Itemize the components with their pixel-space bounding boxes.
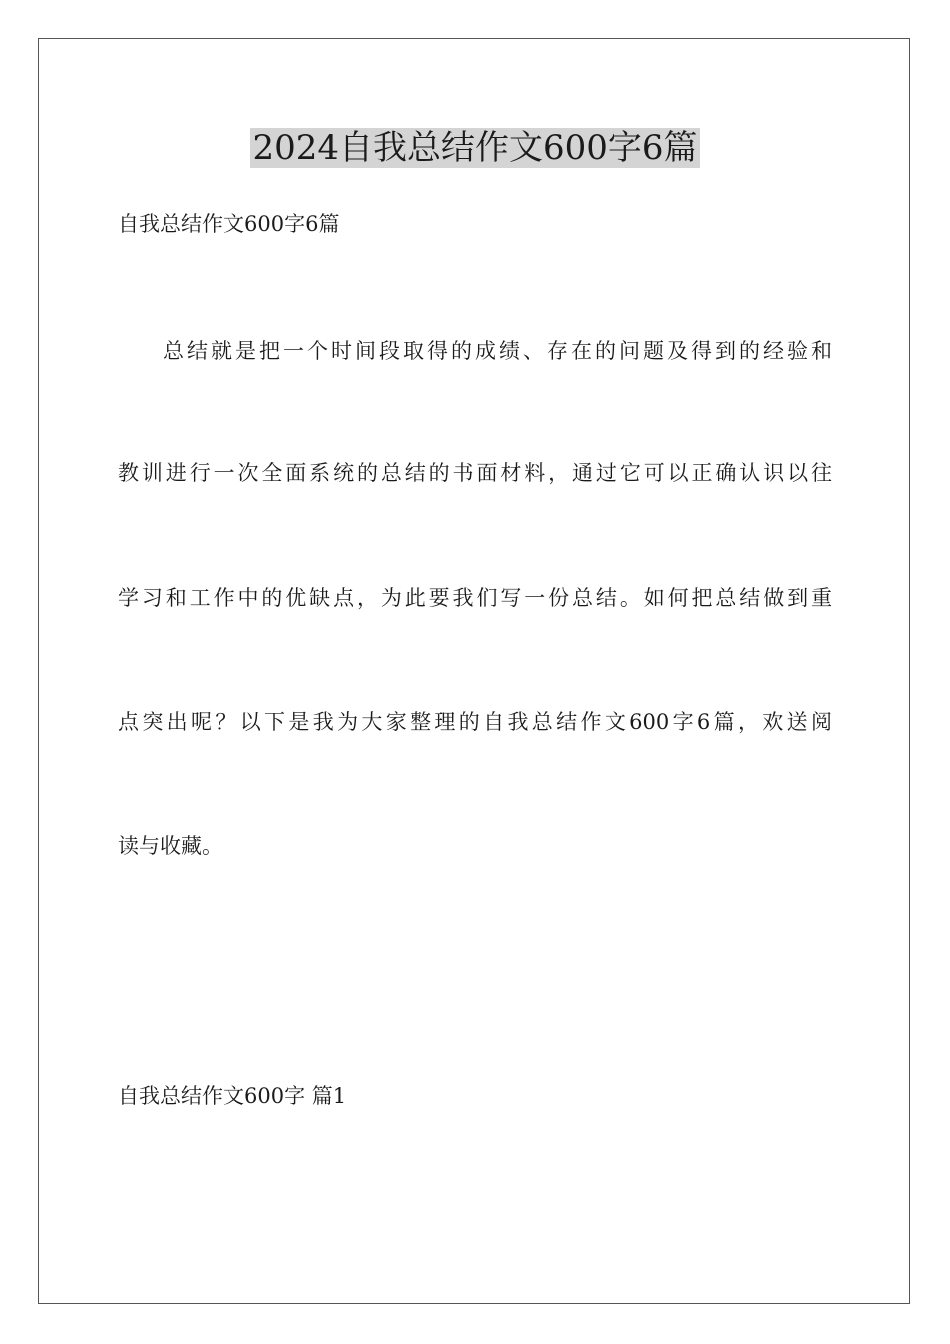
intro-paragraph-line: 点突出呢？以下是我为大家整理的自我总结作文600字6篇，欢送阅 (118, 710, 832, 734)
section-heading: 自我总结作文600字 篇1 (118, 1084, 347, 1108)
intro-paragraph-line: 教训进行一次全面系统的总结的书面材料，通过它可以正确认识以往 (118, 461, 832, 485)
intro-paragraph-line: 总结就是把一个时间段取得的成绩、存在的问题及得到的经验和 (163, 339, 832, 363)
intro-paragraph-line: 读与收藏。 (118, 834, 223, 858)
document-title (0, 124, 950, 172)
intro-paragraph-line: 学习和工作中的优缺点，为此要我们写一份总结。如何把总结做到重 (118, 586, 832, 610)
document-title-text: 2024自我总结作文600字6篇 (252, 128, 698, 168)
document-subtitle: 自我总结作文600字6篇 (118, 212, 340, 236)
